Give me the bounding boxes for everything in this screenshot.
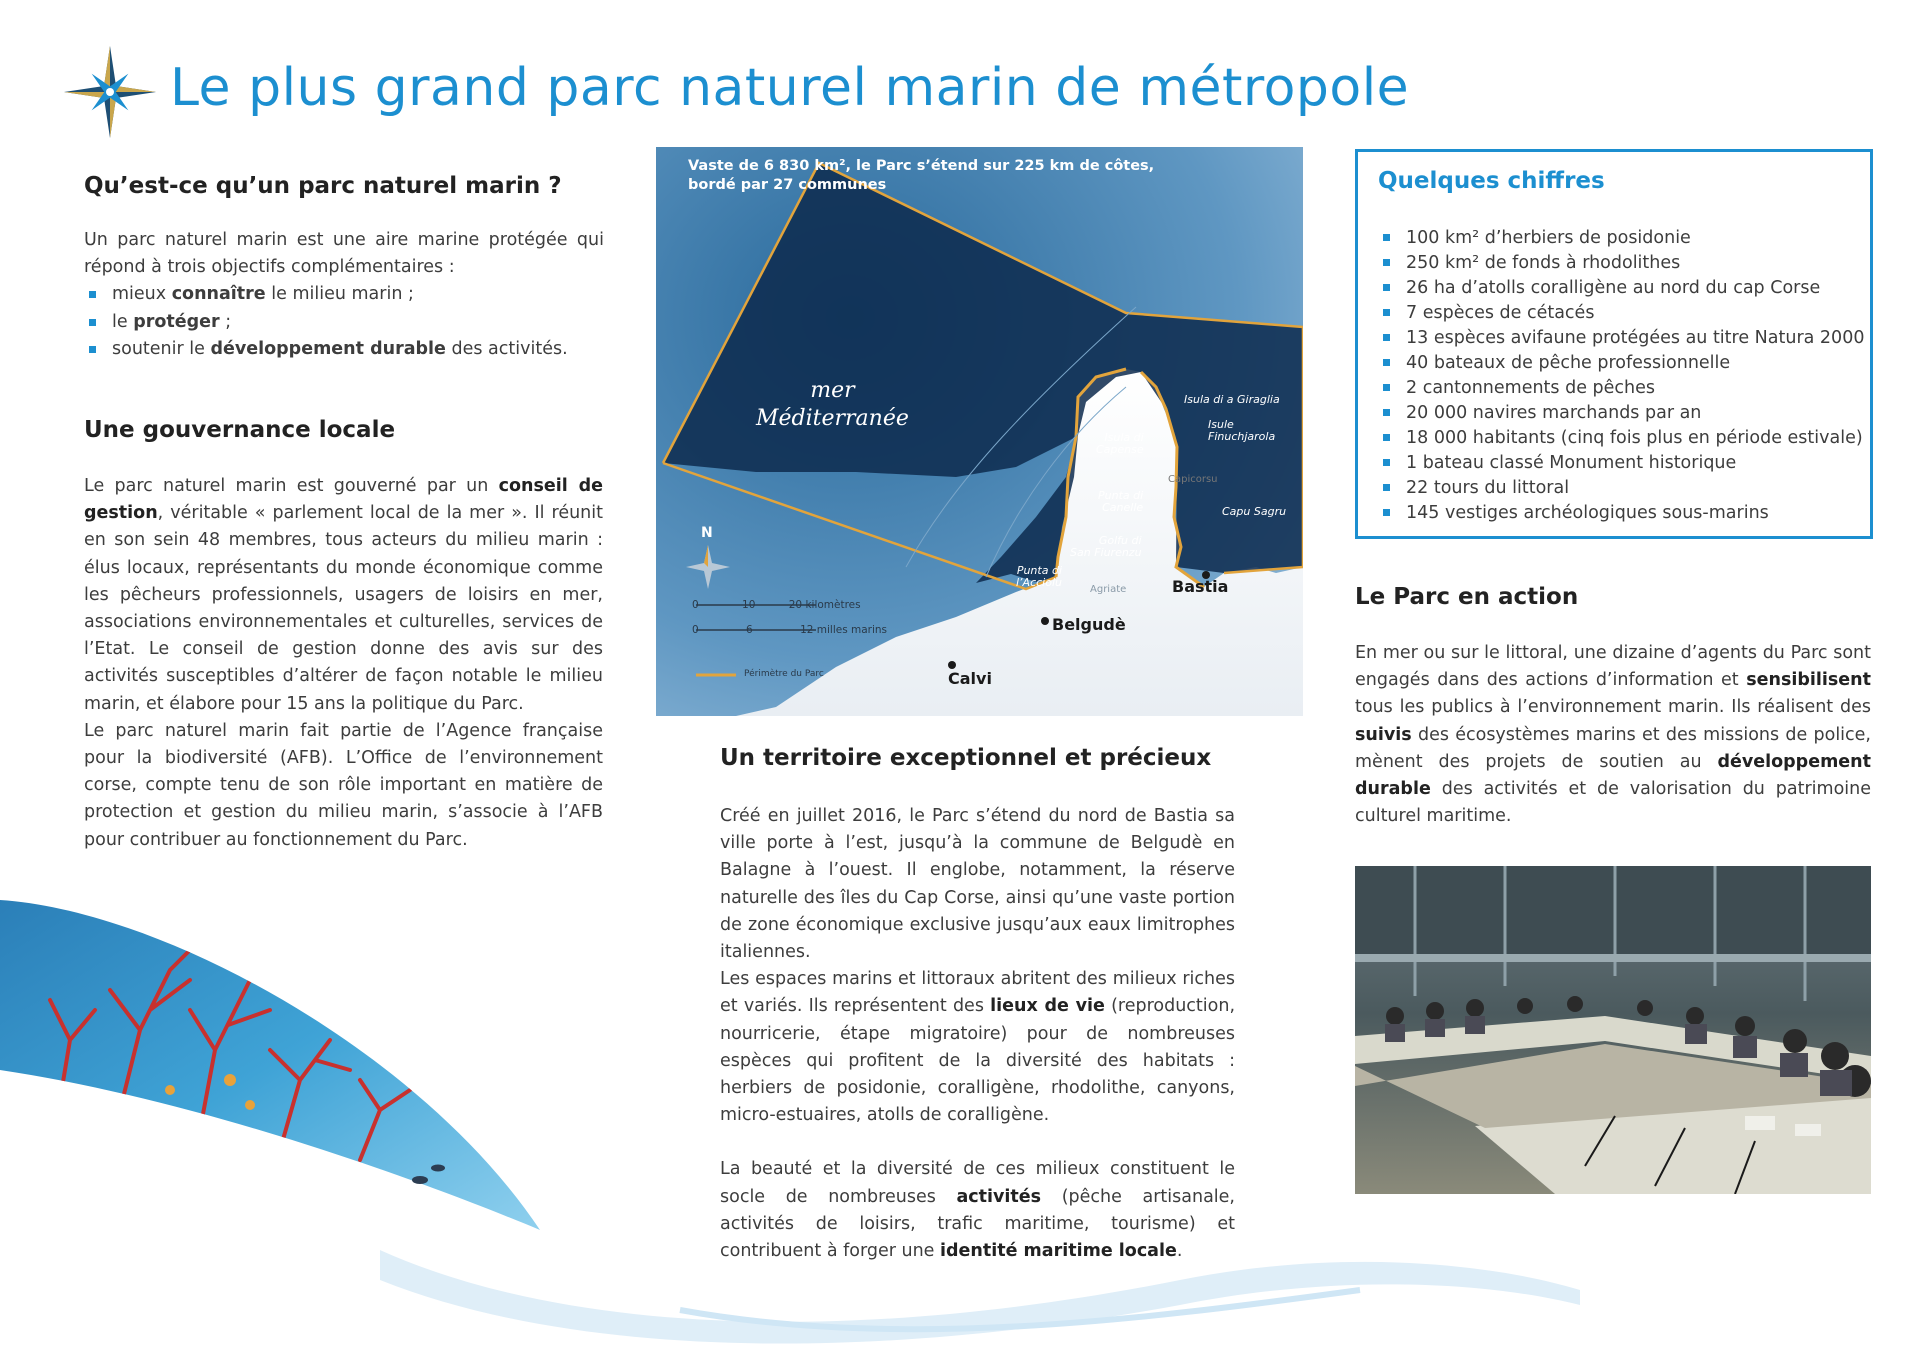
list-item: le protéger ; — [84, 309, 604, 336]
map-label-calvi: Calvi — [948, 669, 992, 688]
map-caption-line: Vaste de 6 830 km², le Parc s’étend sur 225 km de côtes, — [688, 158, 1155, 174]
list-item: 7 espèces de cétacés — [1378, 301, 1864, 326]
map-label-line: Isule — [1208, 418, 1234, 431]
map-label-capicorsu: Capicorsu — [1168, 474, 1218, 485]
section-heading-gouvernance: Une gouvernance locale — [84, 417, 396, 443]
section-heading-action: Le Parc en action — [1355, 584, 1579, 610]
map-label-capense — [1096, 432, 1144, 456]
action-paragraph: En mer ou sur le littoral, une dizaine d’agents du Parc sont engagés dans des actions d’information et sensibilisent tous les publics à l’environnement marin. Ils réalisent des suivis des écosystèmes marins et des missions de police, mènent des projets de soutien au développement durable des activités et de valorisation du patrimoine culturel maritime. — [1355, 643, 1871, 827]
map-label-line: Golfu di — [1098, 534, 1142, 547]
key-figures-box — [1355, 149, 1873, 539]
scale-label: 12 milles marins — [800, 624, 888, 636]
sea-label-line: Méditerranée — [756, 406, 909, 431]
list-item: 1 bateau classé Monument historique — [1378, 451, 1864, 476]
list-item: 22 tours du littoral — [1378, 476, 1864, 501]
map-label-acciolu — [1016, 565, 1062, 589]
map-label-line: l’Acciolu — [1016, 576, 1062, 589]
territoire-paragraph-3: La beauté et la diversité de ces milieux constituent le socle de nombreuses activités (pêche artisanale, activités de loisirs, trafic maritime, tourisme) et contribuent à forger une identité maritime locale. — [720, 1159, 1235, 1262]
list-item: 26 ha d’atolls coralligène au nord du cap Corse — [1378, 276, 1864, 301]
section-territoire-body — [720, 803, 1235, 1265]
list-item: 20 000 navires marchands par an — [1378, 401, 1864, 426]
section-gouvernance-body — [84, 473, 603, 854]
map-label-giraglia: Isula di a Giraglia — [1184, 393, 1280, 406]
section-parc-body — [84, 227, 604, 363]
gouvernance-paragraph-1: Le parc naturel marin est gouverné par un conseil de gestion, véritable « parlement local de la mer ». Il réunit en son sein 48 membres, tous acteurs du milieu marin : élus locaux, représentants du monde économique comme les pêcheurs professionnels, usagers de loisirs en mer, associations environnementales et culturelles, services de l’Etat. Le conseil de gestion donne des avis sur des activités susceptibles d’altérer de façon notable le milieu marin, et élabore pour 15 ans la politique du Parc. — [84, 476, 603, 714]
list-item: 145 vestiges archéologiques sous-marins — [1378, 501, 1864, 526]
section-heading-parc: Qu’est-ce qu’un parc naturel marin ? — [84, 173, 562, 199]
intro-paragraph: Un parc naturel marin est une aire marine protégée qui répond à trois objectifs complémentaires : — [84, 230, 604, 278]
key-figures-heading: Quelques chiffres — [1378, 168, 1605, 194]
list-item: mieux connaître le milieu marin ; — [84, 281, 604, 308]
list-item: 2 cantonnements de pêches — [1378, 376, 1864, 401]
map-label-bastia: Bastia — [1172, 577, 1229, 596]
map-scale-km — [692, 599, 861, 611]
sea-label-line: mer — [810, 378, 855, 403]
objectives-list — [84, 281, 604, 363]
scale-label: 6 — [746, 624, 753, 636]
list-item: 100 km² d’herbiers de posidonie — [1378, 226, 1864, 251]
scale-label: 0 — [692, 599, 699, 611]
gouvernance-paragraph-2: Le parc naturel marin fait partie de l’Agence française pour la biodiversité (AFB). L’Office de l’environnement corse, compte tenu de son rôle important en matière de protection et gestion du milieu marin, s’associe à l’AFB pour contribuer au fonctionnement du Parc. — [84, 720, 603, 850]
scale-label: 10 — [742, 599, 756, 611]
map-label-line: Isula di — [1104, 431, 1144, 444]
territoire-paragraph-1: Créé en juillet 2016, le Parc s’étend du nord de Bastia sa ville porte à l’est, jusqu’à la commune de Belgudè en Balagne à l’ouest. Il englobe, notamment, la réserve naturelle des îles du Cap Corse, ainsi qu’une vaste portion de zone économique exclusive jusqu’aux eaux limitrophes italiennes. — [720, 806, 1235, 963]
map-label-line: Capense — [1096, 443, 1144, 456]
map-label-fiurenzu — [1070, 535, 1142, 559]
map-label-line: Punta di — [1016, 564, 1062, 577]
map-label-finuchjarola — [1208, 419, 1275, 443]
map-caption-line: bordé par 27 communes — [688, 177, 887, 193]
list-item: 40 bateaux de pêche professionnelle — [1378, 351, 1864, 376]
map-legend-perimeter: Périmètre du Parc — [744, 669, 824, 679]
section-action-body — [1355, 640, 1871, 830]
list-item: 250 km² de fonds à rhodolithes — [1378, 251, 1864, 276]
map-label-belgude: Belgudè — [1052, 615, 1126, 634]
map-north-label: N — [701, 525, 713, 541]
park-map — [656, 147, 1303, 716]
meeting-photo — [1355, 866, 1871, 1194]
map-label-canelle — [1098, 490, 1143, 514]
map-caption — [688, 157, 1154, 195]
section-heading-territoire: Un territoire exceptionnel et précieux — [720, 745, 1212, 771]
list-item: 13 espèces avifaune protégées au titre Natura 2000 — [1378, 326, 1864, 351]
scale-label: 20 kilomètres — [788, 599, 861, 611]
map-scale-miles — [692, 624, 887, 636]
territoire-paragraph-2: Les espaces marins et littoraux abritent des milieux riches et variés. Ils représentent des lieux de vie (reproduction, nourricerie, étape migratoire) pour de nombreuses espèces qui profitent de la diversité des habitats : herbiers de posidonie, coralligène, rhodolithe, canyons, micro-estuaires, atolls de coralligène. — [720, 969, 1236, 1126]
list-item: 18 000 habitants (cinq fois plus en période estivale) — [1378, 426, 1864, 451]
compass-star-icon — [60, 42, 160, 142]
map-label-line: Punta di — [1098, 489, 1144, 502]
map-label-line: Finuchjarola — [1208, 430, 1276, 443]
map-label-sagru: Capu Sagru — [1222, 505, 1287, 518]
map-label-line: Canelle — [1102, 501, 1144, 514]
map-label-line: San Fiurenzu — [1070, 546, 1142, 559]
scale-label: 0 — [692, 624, 699, 636]
page-title: Le plus grand parc naturel marin de métropole — [170, 58, 1410, 118]
list-item: soutenir le développement durable des activités. — [84, 336, 604, 363]
key-figures-list — [1378, 226, 1864, 526]
map-label-agriate: Agriate — [1090, 584, 1127, 595]
sea-label — [756, 377, 909, 433]
